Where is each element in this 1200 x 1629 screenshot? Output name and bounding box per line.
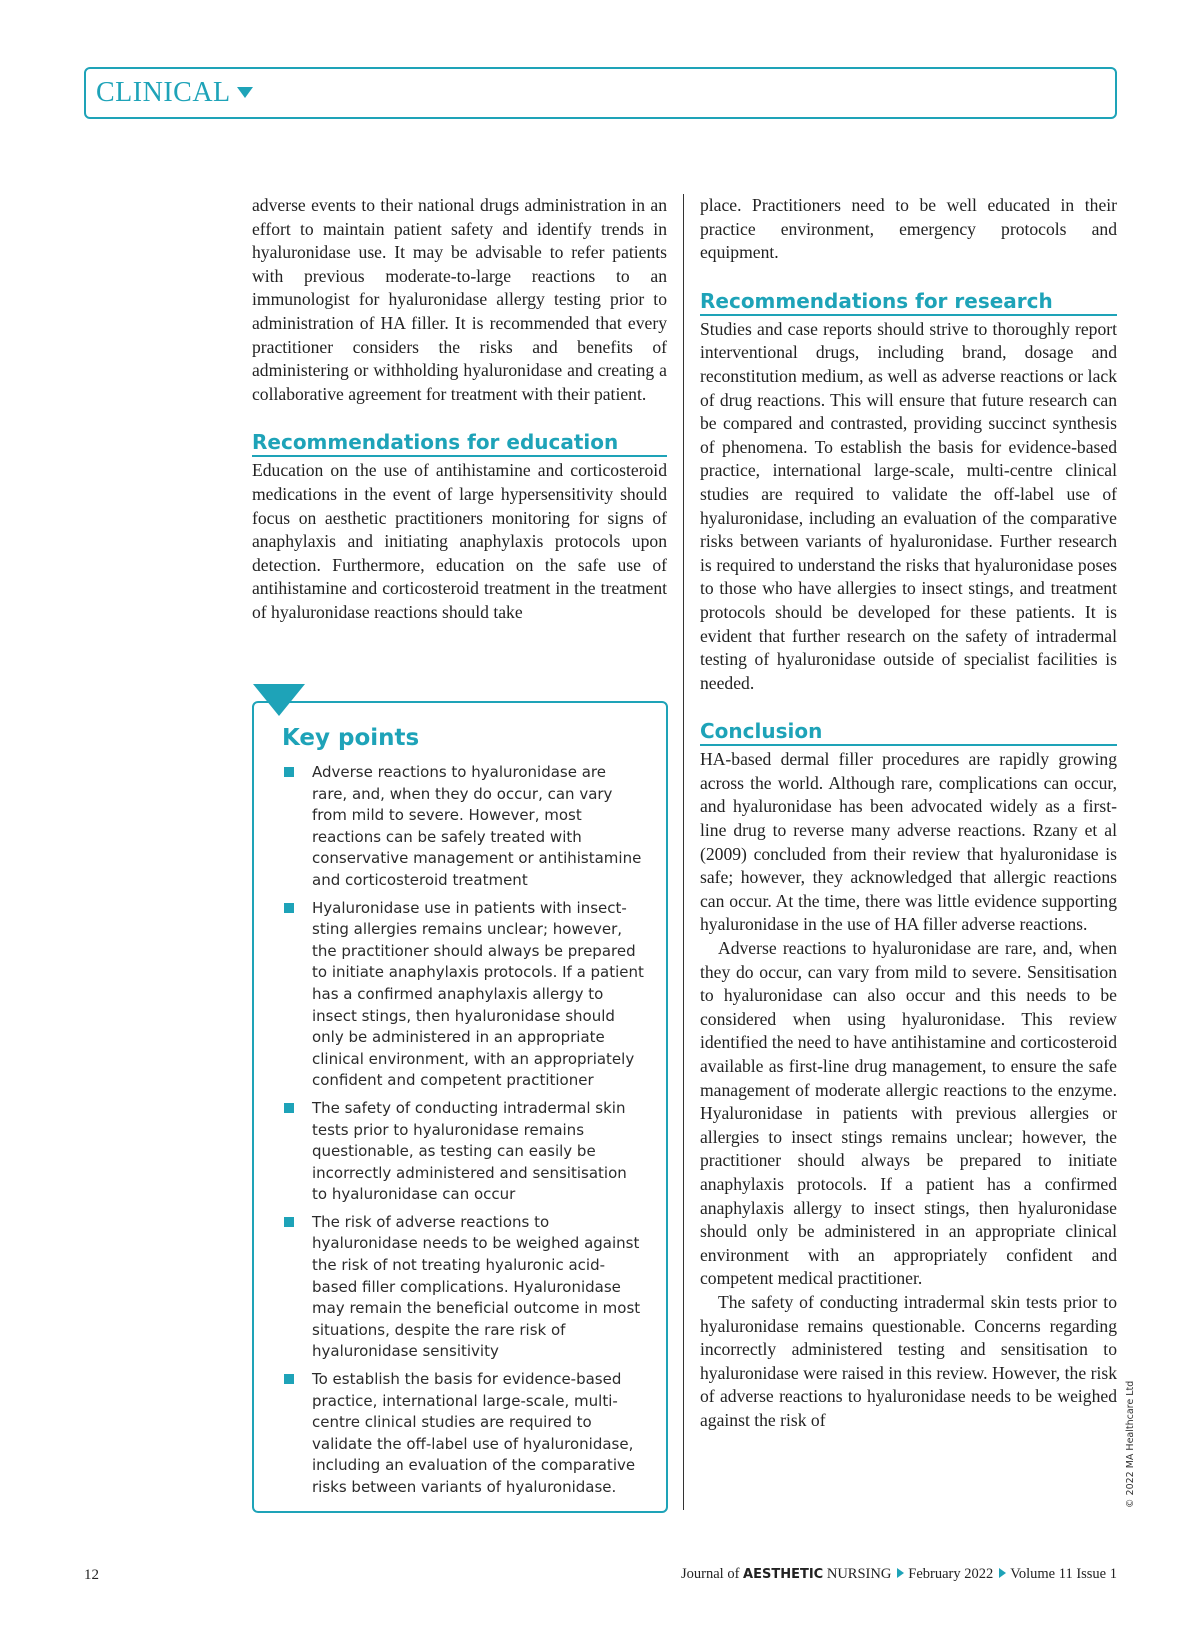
conclusion-paragraph-3: The safety of conducting intradermal skin tests prior to hyaluronidase remains questionable. Concerns regarding incorrectly administered testing and sensitisation to hyaluronidase were raised in this review. However, the risk of adverse reactions to hyaluronidase needs to be weighed against the risk of bbox=[700, 1291, 1117, 1430]
intro-paragraph: adverse events to their national drugs administration in an effort to maintain patient safety and identify trends in hyaluronidase use. It may be advisable to refer patients with previous moderate-to-large reactions to an immunologist for hyaluronidase allergy testing prior to administration of HA filler. It is recommended that every practitioner considers the risks and benefits of administering or withholding hyaluronidase and creating a collaborative agreement for treatment with their patient. bbox=[252, 195, 667, 404]
square-bullet-icon bbox=[284, 903, 294, 913]
page-number: 12 bbox=[84, 1567, 99, 1583]
copyright-notice: © 2022 MA Healthcare Ltd bbox=[1125, 1380, 1136, 1508]
key-point-item bbox=[284, 1098, 644, 1206]
section-label bbox=[96, 77, 253, 109]
key-point-item bbox=[284, 898, 644, 1092]
journal-brand: AESTHETIC bbox=[743, 1567, 824, 1582]
section-title: CLINICAL bbox=[96, 77, 231, 108]
key-point-text: The risk of adverse reactions to hyaluronidase needs to be weighed against the risk of not treating hyaluronic acid-based filler complications. Hyaluronidase may remain the beneficial outcome in most situations, despite the rare risk of hyaluronidase sensitivity bbox=[312, 1212, 641, 1361]
key-point-text: Adverse reactions to hyaluronidase are rare, and, when they do occur, can vary from mild to severe. However, most reactions can be safely treated with conservative management or antihistamine and corticosteroid treatment bbox=[312, 763, 642, 889]
key-point-item bbox=[284, 762, 644, 892]
triangle-right-icon bbox=[897, 1568, 904, 1578]
square-bullet-icon bbox=[284, 1217, 294, 1227]
research-paragraph: Studies and case reports should strive to thoroughly report interventional drugs, including brand, dosage and reconstitution medium, as well as adverse reactions or lack of drug reactions. This will ensure that future research can be compared and contrasted, providing succinct synthesis of phenomena. To establish the basis for evidence-based practice, international large-scale, multi-centre clinical studies are required to validate the off-label use of hyaluronidase, including an evaluation of the comparative risks between variants of hyaluronidase. Further research is required to understand the risks that hyaluronidase poses to those who have allergies to insect stings, and treatment protocols should be developed for these patients. It is evident that further research on the safety of intradermal testing of hyaluronidase outside of specialist facilities is needed. bbox=[700, 318, 1117, 693]
square-bullet-icon bbox=[284, 1374, 294, 1384]
left-column bbox=[252, 194, 667, 625]
square-bullet-icon bbox=[284, 767, 294, 777]
journal-footer bbox=[681, 1566, 1117, 1583]
key-point-text: To establish the basis for evidence-based practice, international large-scale, multi-centre clinical studies are required to validate the off-label use of hyaluronidase, including an evaluation of the comparative risks between variants of hyaluronidase. bbox=[312, 1370, 636, 1496]
conclusion-paragraph-1: HA-based dermal filler procedures are rapidly growing across the world. Although rare, complications can occur, and hyaluronidase has been advocated widely as a first-line drug to reverse many adverse reactions. Rzany et al (2009) concluded from their review that hyaluronidase is safe; however, they acknowledged that allergic reactions can occur. At the time, there was little evidence supporting hyaluronidase in the use of HA filler adverse reactions. bbox=[700, 749, 1117, 935]
issue-date: February 2022 bbox=[908, 1566, 994, 1582]
key-point-text: Hyaluronidase use in patients with insect-sting allergies remains unclear; however, the practitioner should always be prepared to initiate anaphylaxis protocols. If a patient has a confirmed anaphylaxis allergy to insect stings, then hyaluronidase should only be administered in an appropriate clinical environment, with an appropriately confident and competent practitioner bbox=[312, 898, 644, 1090]
education-heading: Recommendations for education bbox=[252, 429, 667, 457]
key-point-item bbox=[284, 1212, 644, 1363]
education-paragraph: Education on the use of antihistamine and corticosteroid medications in the event of large hypersensitivity should focus on aesthetic practitioners monitoring for signs of anaphylaxis and initiating anaphylaxis protocols upon detection. Furthermore, education on the safe use of antihistamine and corticosteroid treatment in the treatment of hyaluronidase reactions should take bbox=[252, 460, 667, 622]
research-heading: Recommendations for research bbox=[700, 288, 1117, 316]
right-column bbox=[700, 194, 1117, 1433]
conclusion-heading: Conclusion bbox=[700, 718, 1117, 746]
triangle-right-icon bbox=[999, 1568, 1006, 1578]
journal-suffix: NURSING bbox=[826, 1566, 892, 1582]
key-point-item bbox=[284, 1369, 644, 1499]
key-point-text: The safety of conducting intradermal skin tests prior to hyaluronidase remains questionable, as testing can easily be incorrectly administered and sensitisation to hyaluronidase can occur bbox=[312, 1098, 627, 1204]
key-points-title: Key points bbox=[282, 725, 420, 751]
column-divider bbox=[683, 194, 684, 1510]
square-bullet-icon bbox=[284, 1103, 294, 1113]
continued-paragraph: place. Practitioners need to be well educated in their practice environment, emergency protocols and equipment. bbox=[700, 195, 1117, 263]
key-points-list bbox=[284, 762, 644, 1505]
volume-issue: Volume 11 Issue 1 bbox=[1010, 1566, 1117, 1582]
key-points-box bbox=[252, 701, 668, 1513]
journal-prefix: Journal of bbox=[681, 1566, 740, 1582]
conclusion-paragraph-2: Adverse reactions to hyaluronidase are rare, and, when they do occur, can vary from mild to severe. Sensitisation to hyaluronidase can also occur and this needs to be considered when using hyaluronidase. This review identified the need to have antihistamine and corticosteroid available as first-line drug management, to ensure the safe management of moderate allergic reactions to the enzyme. Hyaluronidase in patients with previous allergies or allergies to insect stings remains unclear; however, the practitioner should always be prepared to initiate anaphylaxis protocols. If a patient has a confirmed anaphylaxis allergy to insect stings, then hyaluronidase should only be administered in an appropriate clinical environment with an appropriately confident and competent medical practitioner. bbox=[700, 938, 1117, 1289]
triangle-down-icon bbox=[237, 87, 253, 98]
section-header bbox=[84, 67, 1117, 119]
